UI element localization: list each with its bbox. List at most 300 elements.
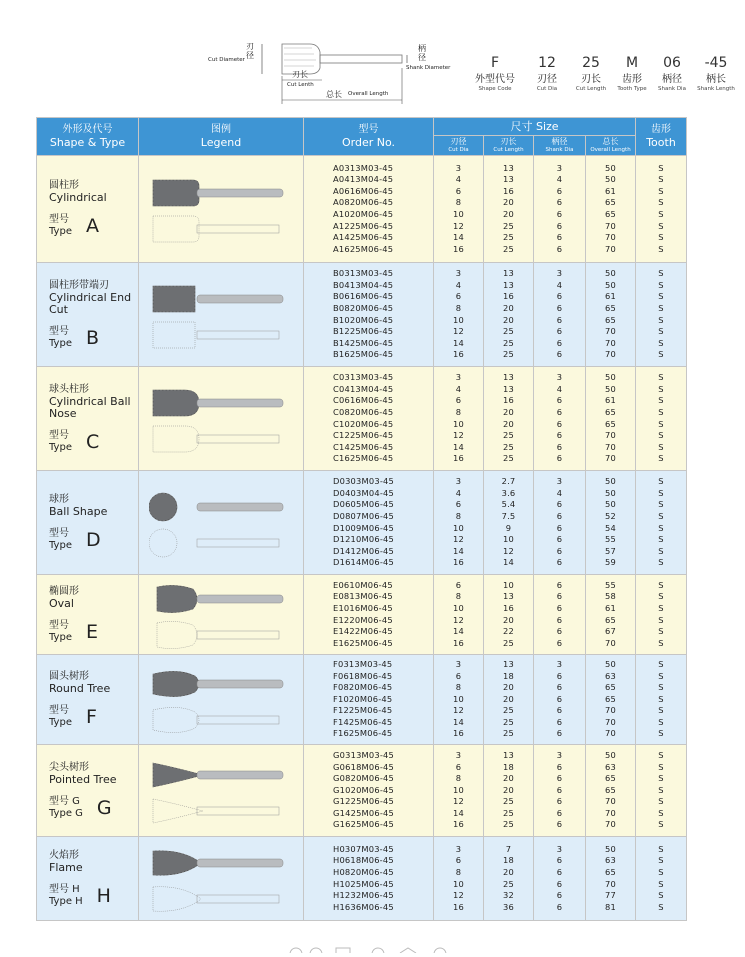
- shank-dia: 6: [556, 302, 563, 313]
- cut-dia-column: [434, 156, 484, 263]
- order-no: B0820M06-45: [333, 302, 394, 313]
- header-overall: 总长 Overall Length: [586, 136, 636, 156]
- order-no: D1210M06-45: [333, 534, 394, 545]
- order-no: H1025M06-45: [333, 878, 394, 889]
- cut-len: 22: [503, 626, 514, 637]
- shank-dia: 6: [556, 406, 563, 417]
- tool-drawing: [153, 886, 279, 911]
- cut-len-column: [484, 655, 534, 745]
- tooth: S: [658, 162, 664, 173]
- spec-table: [36, 117, 687, 921]
- shank-dia-cn-label: 柄 径: [418, 44, 426, 62]
- overall-len: 70: [605, 705, 616, 716]
- tooth: S: [658, 487, 664, 498]
- type-cn: 型号 H: [49, 883, 80, 895]
- shank-dia: 6: [556, 418, 563, 429]
- shank-dia: 6: [556, 866, 563, 877]
- shank-dia: 3: [556, 843, 563, 854]
- cut-dia: 6: [455, 579, 462, 590]
- shank-dia: 3: [556, 749, 563, 760]
- shank-dia: 6: [556, 579, 563, 590]
- shape-en: Round Tree: [49, 681, 111, 695]
- order-no: C0313M03-45: [333, 372, 394, 383]
- cut-dia: 6: [455, 670, 462, 681]
- tooth-column: [636, 156, 687, 263]
- cut-dia: 4: [455, 279, 462, 290]
- cut-dia: 10: [453, 522, 464, 533]
- overall-len: 70: [605, 819, 616, 830]
- order-no: H1232M06-45: [333, 890, 394, 901]
- tool-drawing: [149, 529, 279, 557]
- header-cut-dia: 刃径 Cut Dia: [434, 136, 484, 156]
- shank-dia: 4: [556, 383, 563, 394]
- order-no: G1425M06-45: [333, 807, 395, 818]
- tooth: S: [658, 326, 664, 337]
- cut-dia: 10: [453, 784, 464, 795]
- overall-len: 65: [605, 693, 616, 704]
- tooth: S: [658, 243, 664, 254]
- cut-len: 16: [503, 395, 514, 406]
- tooth: S: [658, 866, 664, 877]
- overall-len: 50: [605, 372, 616, 383]
- header-cut-len: 刃长 Cut Length: [484, 136, 534, 156]
- cut-len: 25: [503, 349, 514, 360]
- order-no-column: [304, 575, 434, 655]
- order-no: G1225M06-45: [333, 796, 395, 807]
- tooth: S: [658, 372, 664, 383]
- tooth: S: [658, 185, 664, 196]
- cut-len-cn-label: 刃长: [292, 70, 308, 79]
- tooth: S: [658, 878, 664, 889]
- tooth-column: [636, 471, 687, 575]
- cut-dia: 3: [455, 372, 462, 383]
- code-shank-len: -45 柄长 Shank Length: [697, 55, 735, 92]
- overall-len: 50: [605, 268, 616, 279]
- order-no: D0303M03-45: [333, 476, 394, 487]
- cut-dia: 16: [453, 349, 464, 360]
- legend-cell: [139, 263, 304, 367]
- overall-len: 70: [605, 243, 616, 254]
- tool-photo: [153, 390, 283, 416]
- overall-len: 54: [605, 522, 616, 533]
- shape-cell: [37, 837, 139, 921]
- cut-dia: 3: [455, 162, 462, 173]
- cut-len: 3.6: [501, 487, 516, 498]
- shank-dia: 6: [556, 185, 563, 196]
- type-cn: 型号: [49, 704, 69, 716]
- shank-dia: 3: [556, 476, 563, 487]
- overall-len: 70: [605, 337, 616, 348]
- cut-len: 13: [503, 383, 514, 394]
- cut-dia: 6: [455, 395, 462, 406]
- cut-len: 20: [503, 406, 514, 417]
- shank-dia: 6: [556, 534, 563, 545]
- overall-len: 70: [605, 728, 616, 739]
- shank-dia: 6: [556, 693, 563, 704]
- tooth: S: [658, 499, 664, 510]
- cut-len: 13: [503, 749, 514, 760]
- tool-drawing: [153, 322, 279, 348]
- code-shank-dia: 06 柄径 Shank Dia: [658, 55, 686, 92]
- type-letter: B: [85, 326, 100, 349]
- shape-en: Ball Shape: [49, 504, 108, 518]
- tooth: S: [658, 291, 664, 302]
- bottom-partial-icons: [280, 938, 480, 949]
- overall-len-column: [586, 367, 636, 471]
- shank-dia: 6: [556, 545, 563, 556]
- overall-len: 57: [605, 545, 616, 556]
- code-cut-len: 25 刃长 Cut Length: [575, 55, 607, 92]
- order-no: D1412M06-45: [333, 545, 394, 556]
- order-no: F1020M06-45: [333, 693, 393, 704]
- tooth: S: [658, 418, 664, 429]
- overall-len: 67: [605, 626, 616, 637]
- tooth: S: [658, 534, 664, 545]
- cut-dia-cn-label: 刃 径: [246, 42, 254, 60]
- shank-dia: 6: [556, 510, 563, 521]
- cut-len: 20: [503, 773, 514, 784]
- type-block: [49, 796, 138, 820]
- shank-dia: 6: [556, 784, 563, 795]
- order-no-column: [304, 263, 434, 367]
- order-no: H0618M06-45: [333, 855, 394, 866]
- tool-photo: [153, 180, 283, 206]
- tool-drawing: [153, 799, 279, 823]
- cut-dia: 16: [453, 819, 464, 830]
- table-row: [37, 471, 687, 575]
- tooth: S: [658, 819, 664, 830]
- overall-len: 50: [605, 658, 616, 669]
- cut-len: 13: [503, 591, 514, 602]
- tooth: S: [658, 693, 664, 704]
- cut-len: 25: [503, 453, 514, 464]
- cut-dia: 14: [453, 232, 464, 243]
- tooth: S: [658, 626, 664, 637]
- overall-len: 61: [605, 291, 616, 302]
- order-no: A0616M06-45: [333, 185, 394, 196]
- tool-photo: [149, 493, 283, 521]
- type-block: [49, 326, 138, 350]
- tooth: S: [658, 658, 664, 669]
- shape-en-2: Cut: [49, 302, 68, 316]
- order-no: A1425M06-45: [333, 232, 394, 243]
- tooth: S: [658, 602, 664, 613]
- order-no: H0820M06-45: [333, 866, 394, 877]
- shank-dia: 6: [556, 243, 563, 254]
- cut-dia: 6: [455, 855, 462, 866]
- cut-dia: 16: [453, 637, 464, 648]
- cut-dia: 3: [455, 476, 462, 487]
- overall-len: 65: [605, 406, 616, 417]
- cut-len: 25: [503, 637, 514, 648]
- tool-photo: [153, 671, 283, 696]
- order-no: G1020M06-45: [333, 784, 395, 795]
- cut-len: 25: [503, 326, 514, 337]
- overall-len: 63: [605, 670, 616, 681]
- cut-dia-column: [434, 367, 484, 471]
- cut-dia: 6: [455, 761, 462, 772]
- tool-photo: [153, 850, 283, 875]
- shape-cell: [37, 263, 139, 367]
- shank-dia-column: [534, 745, 586, 837]
- cut-len: 25: [503, 441, 514, 452]
- tooth-column: [636, 263, 687, 367]
- cut-dia: 4: [455, 487, 462, 498]
- shank-dia: 6: [556, 855, 563, 866]
- tooth: S: [658, 174, 664, 185]
- overall-cn-label: 总长: [326, 90, 342, 99]
- type-en: Type: [49, 716, 72, 728]
- overall-len-column: [586, 837, 636, 921]
- overall-len: 50: [605, 174, 616, 185]
- cut-len: 25: [503, 220, 514, 231]
- shape-cell: [37, 745, 139, 837]
- overall-len: 70: [605, 453, 616, 464]
- cut-len: 2.7: [501, 476, 516, 487]
- overall-len-column: [586, 263, 636, 367]
- type-letter: A: [85, 215, 99, 237]
- type-en: Type: [49, 539, 72, 551]
- cut-len: 25: [503, 430, 514, 441]
- tooth: S: [658, 453, 664, 464]
- cut-len: 25: [503, 337, 514, 348]
- cut-dia: 14: [453, 626, 464, 637]
- tooth: S: [658, 637, 664, 648]
- overall-len: 70: [605, 220, 616, 231]
- order-no: C1225M06-45: [333, 430, 394, 441]
- cut-len: 16: [503, 291, 514, 302]
- cut-dia: 16: [453, 557, 464, 568]
- tooth: S: [658, 197, 664, 208]
- shank-dia: 3: [556, 372, 563, 383]
- cut-dia: 12: [453, 705, 464, 716]
- tooth: S: [658, 349, 664, 360]
- overall-len: 70: [605, 349, 616, 360]
- shank-dia: 6: [556, 728, 563, 739]
- cut-dia-column: [434, 471, 484, 575]
- cut-dia: 10: [453, 878, 464, 889]
- shank-dia: 4: [556, 487, 563, 498]
- overall-len: 50: [605, 279, 616, 290]
- cut-dia: 14: [453, 716, 464, 727]
- type-letter: D: [85, 528, 101, 551]
- shank-dia: 6: [556, 430, 563, 441]
- shank-dia: 6: [556, 819, 563, 830]
- shape-en-2: Nose: [49, 406, 77, 420]
- shank-dia: 6: [556, 796, 563, 807]
- legend-cell: [139, 367, 304, 471]
- cut-len: 25: [503, 728, 514, 739]
- cut-dia: 8: [455, 302, 462, 313]
- type-block: [49, 884, 138, 908]
- table-row: [37, 655, 687, 745]
- tooth: S: [658, 761, 664, 772]
- type-cn: 型号: [49, 527, 69, 539]
- order-no: E1422M06-45: [333, 626, 393, 637]
- cut-dia: 14: [453, 807, 464, 818]
- shank-dia: 6: [556, 220, 563, 231]
- cut-dia: 14: [453, 545, 464, 556]
- table-row: [37, 156, 687, 263]
- shank-dia-en-label: Shank Diameter: [406, 65, 451, 71]
- order-no: E0610M06-45: [333, 579, 393, 590]
- diagram-head-flutes: [284, 48, 316, 66]
- cut-dia-column: [434, 837, 484, 921]
- overall-len: 55: [605, 534, 616, 545]
- shank-dia: 6: [556, 326, 563, 337]
- overall-len: 70: [605, 232, 616, 243]
- code-shape: F 外型代号 Shape Code: [475, 55, 515, 92]
- overall-len: 70: [605, 441, 616, 452]
- order-no: A0313M03-45: [333, 162, 394, 173]
- shank-dia: 6: [556, 591, 563, 602]
- order-no: A0820M06-45: [333, 197, 394, 208]
- shape-en: Cylindrical: [49, 191, 107, 204]
- cut-dia: 12: [453, 890, 464, 901]
- overall-len: 65: [605, 302, 616, 313]
- cut-dia: 12: [453, 796, 464, 807]
- tooth: S: [658, 302, 664, 313]
- tooth: S: [658, 716, 664, 727]
- order-no-column: [304, 745, 434, 837]
- overall-len: 50: [605, 749, 616, 760]
- shank-dia-column: [534, 156, 586, 263]
- shank-dia: 6: [556, 557, 563, 568]
- legend-cell: [139, 837, 304, 921]
- overall-len: 77: [605, 890, 616, 901]
- overall-len: 63: [605, 761, 616, 772]
- shank-dia-column: [534, 575, 586, 655]
- cut-len: 20: [503, 866, 514, 877]
- table-body: [37, 156, 687, 921]
- order-no: H0307M03-45: [333, 843, 394, 854]
- shape-cell: [37, 655, 139, 745]
- overall-len: 65: [605, 784, 616, 795]
- cut-len: 16: [503, 185, 514, 196]
- shank-dia: 6: [556, 602, 563, 613]
- overall-len-column: [586, 745, 636, 837]
- cut-len: 20: [503, 614, 514, 625]
- type-block: [49, 528, 138, 552]
- tooth: S: [658, 510, 664, 521]
- shank-dia: 6: [556, 337, 563, 348]
- shank-dia: 6: [556, 614, 563, 625]
- shape-cn: 椭圆形: [49, 585, 79, 597]
- tool-drawing: [157, 621, 279, 648]
- cut-len-column: [484, 156, 534, 263]
- order-no-column: [304, 156, 434, 263]
- overall-len: 70: [605, 807, 616, 818]
- tooth: S: [658, 441, 664, 452]
- cut-len-column: [484, 471, 534, 575]
- order-no-column: [304, 655, 434, 745]
- overall-len: 59: [605, 557, 616, 568]
- cut-len-column: [484, 263, 534, 367]
- cut-len: 20: [503, 209, 514, 219]
- cut-len: 20: [503, 314, 514, 325]
- table-row: [37, 367, 687, 471]
- type-cn: 型号: [49, 325, 69, 337]
- cut-len: 9: [505, 522, 512, 533]
- cut-dia: 16: [453, 728, 464, 739]
- cut-dia-column: [434, 745, 484, 837]
- cut-dia: 6: [455, 499, 462, 510]
- tooth-column: [636, 745, 687, 837]
- tool-drawing: [153, 216, 279, 242]
- type-letter: C: [85, 430, 100, 453]
- overall-len: 50: [605, 476, 616, 487]
- overall-len: 61: [605, 185, 616, 196]
- shank-dia: 6: [556, 626, 563, 637]
- cut-len: 20: [503, 418, 514, 429]
- cut-len: 13: [503, 658, 514, 669]
- tooth: S: [658, 430, 664, 441]
- cut-dia-column: [434, 263, 484, 367]
- shape-cn: 球形: [49, 493, 69, 505]
- type-en: Type: [49, 337, 72, 349]
- shape-cell: [37, 575, 139, 655]
- shape-cn: 圆柱形带端刃: [49, 279, 109, 291]
- cut-len-en-label: Cut Lenth: [287, 82, 314, 88]
- overall-len: 70: [605, 637, 616, 648]
- shank-dia: 6: [556, 209, 563, 219]
- cut-dia: 4: [455, 383, 462, 394]
- order-no-column: [304, 471, 434, 575]
- cut-dia: 16: [453, 453, 464, 464]
- shank-dia: 6: [556, 705, 563, 716]
- tooth: S: [658, 268, 664, 279]
- overall-len: 65: [605, 614, 616, 625]
- legend-cell: [139, 745, 304, 837]
- tooth-column: [636, 575, 687, 655]
- overall-len: 65: [605, 773, 616, 784]
- overall-len-column: [586, 156, 636, 263]
- type-block: [49, 430, 138, 454]
- tooth: S: [658, 670, 664, 681]
- shank-dia-column: [534, 367, 586, 471]
- cut-len: 18: [503, 761, 514, 772]
- header-tooth: 齿形 Tooth: [636, 118, 687, 156]
- order-no: B1020M06-45: [333, 314, 394, 325]
- order-no: A0413M04-45: [333, 174, 394, 185]
- cut-len: 7: [505, 843, 512, 854]
- shank-dia: 6: [556, 878, 563, 889]
- overall-len-column: [586, 575, 636, 655]
- tooth: S: [658, 728, 664, 739]
- cut-len: 20: [503, 693, 514, 704]
- shank-dia: 6: [556, 901, 563, 912]
- table-row: [37, 837, 687, 921]
- overall-len: 50: [605, 487, 616, 498]
- cut-len-column: [484, 745, 534, 837]
- shank-dia: 6: [556, 637, 563, 648]
- tooth: S: [658, 705, 664, 716]
- order-no: A1020M06-45: [333, 209, 394, 219]
- shape-en: Cylindrical End: [49, 290, 132, 304]
- order-no: C0820M06-45: [333, 406, 394, 417]
- header-order: 型号 Order No.: [304, 118, 434, 156]
- order-code-legend: [466, 52, 741, 108]
- order-no: E1016M06-45: [333, 602, 393, 613]
- cut-dia: 12: [453, 534, 464, 545]
- order-no-column: [304, 837, 434, 921]
- type-cn: 型号: [49, 214, 69, 225]
- shank-dia: 6: [556, 499, 563, 510]
- cut-dia: 12: [453, 220, 464, 231]
- overall-len: 52: [605, 510, 616, 521]
- type-en: Type: [49, 631, 72, 643]
- tool-drawing: [153, 426, 279, 452]
